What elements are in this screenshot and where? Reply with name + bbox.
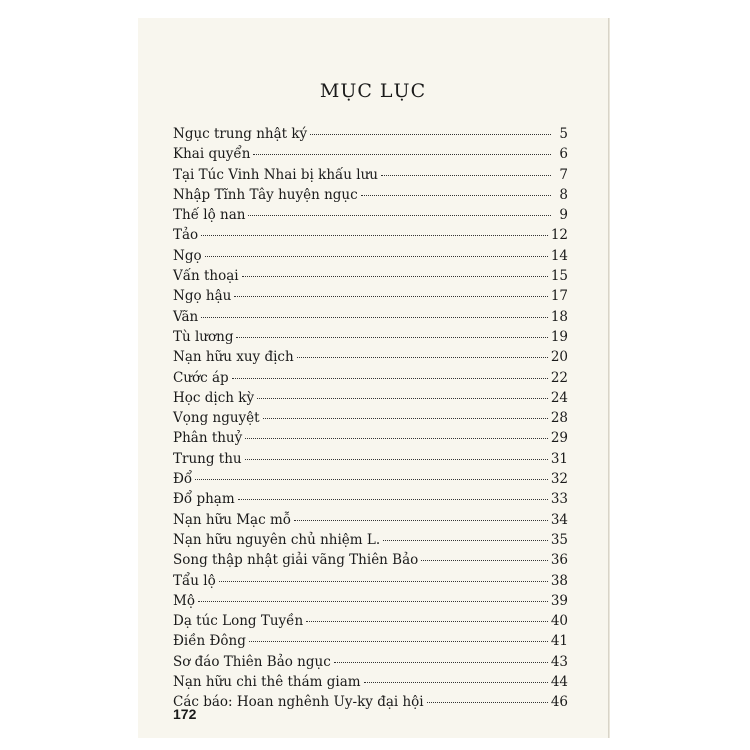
dot-leader — [245, 438, 548, 439]
toc-entry-title: Nạn hữu chi thê thám giam — [173, 674, 361, 691]
toc-entry-page: 20 — [550, 349, 568, 366]
table-of-contents — [173, 126, 568, 715]
dot-leader — [245, 459, 548, 460]
toc-entry-title: Khai quyển — [173, 146, 251, 163]
toc-entry — [173, 694, 568, 714]
dot-leader — [253, 154, 551, 155]
toc-entry-page: 24 — [550, 389, 568, 406]
toc-entry-title: Cước áp — [173, 369, 229, 386]
dot-leader — [242, 276, 548, 277]
toc-entry-page: 7 — [559, 166, 568, 183]
toc-entry-title: Song thập nhật giải vãng Thiên Bảo — [173, 552, 419, 569]
dot-leader — [310, 134, 551, 135]
toc-entry-title: Ngọ hậu — [173, 288, 232, 305]
toc-entry-page: 46 — [550, 694, 568, 711]
toc-entry — [173, 126, 568, 146]
toc-entry-title: Ngục trung nhật ký — [173, 126, 308, 142]
toc-entry-title: Tù lương — [173, 328, 234, 345]
toc-entry-page: 41 — [550, 633, 568, 650]
toc-entry-page: 44 — [550, 674, 568, 691]
book-page — [138, 18, 609, 738]
dot-leader — [364, 682, 548, 683]
toc-entry — [173, 471, 568, 491]
toc-entry-page: 36 — [550, 552, 568, 569]
toc-entry-title: Mộ — [173, 592, 195, 609]
toc-entry-page: 28 — [550, 410, 568, 427]
toc-entry-page: 33 — [550, 491, 568, 508]
toc-entry-title: Sơ đáo Thiên Bảo ngục — [173, 653, 331, 670]
toc-entry — [173, 613, 568, 633]
toc-entry-title: Trung thu — [173, 450, 242, 467]
toc-entry — [173, 451, 568, 471]
dot-leader — [297, 357, 548, 358]
toc-entry-page: 17 — [550, 288, 568, 305]
toc-entry-title: Các báo: Hoan nghênh Uy-ky đại hội — [173, 694, 424, 711]
toc-entry — [173, 146, 568, 166]
toc-entry — [173, 309, 568, 329]
dot-leader — [257, 398, 548, 399]
toc-entry — [173, 532, 568, 552]
dot-leader — [234, 296, 548, 297]
toc-entry — [173, 187, 568, 207]
toc-entry-title: Ngọ — [173, 247, 202, 264]
toc-entry-page: 43 — [550, 653, 568, 670]
dot-leader — [381, 175, 551, 176]
toc-entry — [173, 207, 568, 227]
dot-leader — [201, 317, 548, 318]
toc-entry-title: Tẩu lộ — [173, 572, 216, 589]
toc-entry — [173, 430, 568, 450]
dot-leader — [236, 337, 547, 338]
toc-entry-title: Tảo — [173, 227, 199, 244]
dot-leader — [238, 499, 548, 500]
toc-entry — [173, 390, 568, 410]
toc-entry-page: 34 — [550, 511, 568, 528]
toc-entry-page: 14 — [550, 247, 568, 264]
dot-leader — [306, 621, 548, 622]
toc-entry-title: Thế lộ nan — [173, 207, 246, 224]
dot-leader — [361, 195, 551, 196]
toc-entry-page: 19 — [550, 328, 568, 345]
dot-leader — [198, 601, 548, 602]
toc-entry — [173, 593, 568, 613]
toc-entry-page: 8 — [559, 186, 568, 203]
toc-entry-title: Điền Đông — [173, 633, 246, 650]
dot-leader — [248, 215, 551, 216]
toc-entry — [173, 370, 568, 390]
toc-entry-title: Đổ phạm — [173, 491, 235, 508]
toc-entry-page: 6 — [559, 146, 568, 163]
toc-entry — [173, 329, 568, 349]
toc-entry — [173, 227, 568, 247]
toc-entry — [173, 167, 568, 187]
toc-entry — [173, 491, 568, 511]
toc-entry — [173, 288, 568, 308]
toc-entry-page: 18 — [550, 308, 568, 325]
page-number: 172 — [173, 706, 197, 722]
page-title: MỤC LỤC — [319, 80, 427, 102]
toc-entry — [173, 512, 568, 532]
toc-entry-title: Nhập Tĩnh Tây huyện ngục — [173, 186, 358, 203]
toc-entry-title: Dạ túc Long Tuyền — [173, 613, 304, 630]
dot-leader — [195, 479, 548, 480]
toc-entry-title: Nạn hữu Mạc mỗ — [173, 511, 292, 528]
toc-entry-page: 39 — [550, 592, 568, 609]
toc-entry-title: Nạn hữu xuy địch — [173, 349, 294, 366]
toc-entry — [173, 633, 568, 653]
toc-entry-page: 40 — [550, 613, 568, 630]
toc-entry-title: Vọng nguyệt — [173, 410, 260, 427]
toc-entry — [173, 349, 568, 369]
toc-entry — [173, 410, 568, 430]
toc-entry — [173, 552, 568, 572]
toc-entry — [173, 248, 568, 268]
toc-entry — [173, 573, 568, 593]
toc-entry-page: 29 — [550, 430, 568, 447]
toc-entry-page: 5 — [559, 126, 568, 142]
dot-leader — [421, 560, 548, 561]
toc-entry-page: 15 — [550, 268, 568, 285]
dot-leader — [219, 581, 548, 582]
toc-entry — [173, 674, 568, 694]
dot-leader — [427, 702, 548, 703]
dot-leader — [232, 378, 548, 379]
dot-leader — [205, 256, 548, 257]
toc-entry-page: 12 — [550, 227, 568, 244]
dot-leader — [263, 418, 548, 419]
toc-entry-page: 22 — [550, 369, 568, 386]
toc-entry-page: 31 — [550, 450, 568, 467]
toc-entry-title: Học dịch kỳ — [173, 389, 255, 406]
dot-leader — [201, 235, 548, 236]
dot-leader — [383, 540, 548, 541]
toc-entry-title: Tại Túc Vinh Nhai bị khấu lưu — [173, 166, 378, 183]
toc-entry-page: 9 — [559, 207, 568, 224]
toc-entry-title: Vấn thoại — [173, 268, 239, 285]
toc-entry-title: Phân thuỷ — [173, 430, 243, 447]
dot-leader — [249, 641, 548, 642]
toc-entry-page: 35 — [550, 531, 568, 548]
toc-entry-title: Nạn hữu nguyên chủ nhiệm L. — [173, 531, 381, 548]
dot-leader — [294, 520, 548, 521]
toc-entry-title: Vãn — [173, 308, 199, 325]
toc-entry-page: 38 — [550, 572, 568, 589]
toc-entry-page: 32 — [550, 471, 568, 488]
toc-entry — [173, 268, 568, 288]
dot-leader — [334, 662, 548, 663]
toc-entry — [173, 654, 568, 674]
toc-entry-title: Đổ — [173, 471, 193, 488]
